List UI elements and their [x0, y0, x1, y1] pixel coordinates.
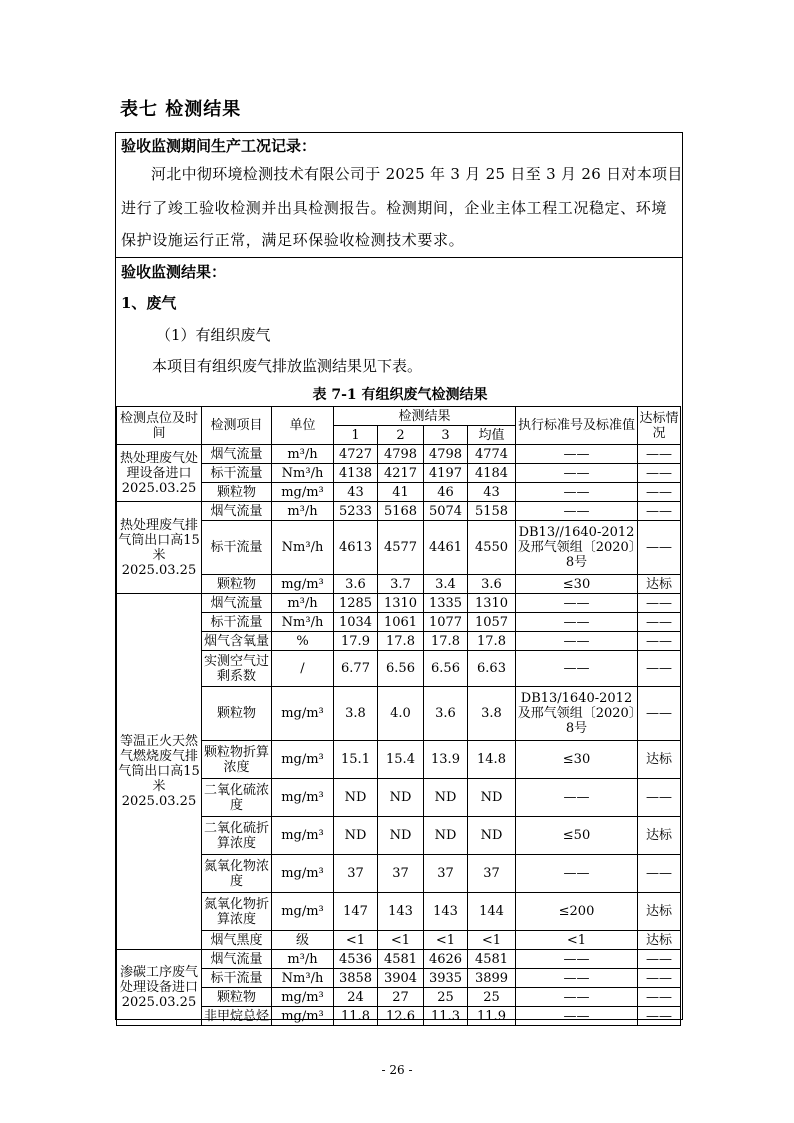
cell-compliance: —— — [638, 464, 681, 483]
cell-point: 等温正火天然气燃烧废气排气筒出口高15米2025.03.25 — [117, 594, 202, 950]
production-line-3: 保护设施运行正常，满足环保验收检测技术要求。 — [121, 231, 465, 249]
cell-average: 17.8 — [468, 632, 516, 651]
cell-standard: ≤30 — [516, 575, 638, 594]
cell-result-1: 4613 — [334, 521, 378, 575]
subsection-title: （1）有组织废气 — [156, 326, 271, 344]
organized-emission-table — [116, 406, 681, 1026]
cell-unit: mg/m³ — [272, 1007, 334, 1026]
cell-average: 3899 — [468, 969, 516, 988]
cell-compliance: —— — [638, 779, 681, 817]
header-standard: 执行标准号及标准值 — [516, 407, 638, 445]
cell-compliance: —— — [638, 613, 681, 632]
cell-result-3: 11.3 — [424, 1007, 468, 1026]
cell-compliance: 达标 — [638, 931, 681, 950]
cell-result-2: 17.8 — [378, 632, 424, 651]
cell-average: 5158 — [468, 502, 516, 521]
cell-result-2: 27 — [378, 988, 424, 1007]
table-row — [117, 502, 681, 521]
cell-result-2: 4798 — [378, 445, 424, 464]
cell-average: 43 — [468, 483, 516, 502]
cell-item: 颗粒物 — [202, 687, 272, 741]
cell-result-1: 6.77 — [334, 651, 378, 687]
cell-unit: Nm³/h — [272, 969, 334, 988]
cell-unit: Nm³/h — [272, 521, 334, 575]
cell-standard: —— — [516, 632, 638, 651]
header-results: 检测结果 — [334, 407, 516, 426]
table-row — [117, 521, 681, 575]
cell-result-1: 4536 — [334, 950, 378, 969]
cell-result-3: 4461 — [424, 521, 468, 575]
table-row — [117, 969, 681, 988]
table-intro: 本项目有组织废气排放监测结果见下表。 — [152, 357, 423, 375]
cell-result-2: 5168 — [378, 502, 424, 521]
cell-result-2: 6.56 — [378, 651, 424, 687]
results-frame — [115, 132, 683, 1024]
cell-point: 热处理废气排气筒出口高15米2025.03.25 — [117, 502, 202, 594]
cell-unit: mg/m³ — [272, 483, 334, 502]
cell-result-3: 6.56 — [424, 651, 468, 687]
table-row — [117, 1007, 681, 1026]
cell-result-1: 3.8 — [334, 687, 378, 741]
cell-compliance: —— — [638, 855, 681, 893]
cell-item: 烟气流量 — [202, 950, 272, 969]
cell-result-2: 3.7 — [378, 575, 424, 594]
cell-average: 37 — [468, 855, 516, 893]
cell-unit: mg/m³ — [272, 779, 334, 817]
cell-result-2: 37 — [378, 855, 424, 893]
cell-result-3: ND — [424, 817, 468, 855]
cell-item: 颗粒物 — [202, 988, 272, 1007]
cell-result-3: 46 — [424, 483, 468, 502]
cell-item: 烟气流量 — [202, 445, 272, 464]
cell-result-3: 4626 — [424, 950, 468, 969]
cell-standard: —— — [516, 779, 638, 817]
cell-standard: <1 — [516, 931, 638, 950]
cell-result-2: 1310 — [378, 594, 424, 613]
cell-result-3: 13.9 — [424, 741, 468, 779]
header-compliance: 达标情况 — [638, 407, 681, 445]
cell-result-3: 3.6 — [424, 687, 468, 741]
cell-item: 二氧化硫浓度 — [202, 779, 272, 817]
cell-compliance: —— — [638, 969, 681, 988]
cell-result-1: 4727 — [334, 445, 378, 464]
cell-item: 标干流量 — [202, 464, 272, 483]
cell-result-2: 143 — [378, 893, 424, 931]
cell-point: 渗碳工序废气处理设备进口2025.03.25 — [117, 950, 202, 1026]
cell-average: 1057 — [468, 613, 516, 632]
cell-average: ND — [468, 817, 516, 855]
cell-result-1: 147 — [334, 893, 378, 931]
cell-item: 标干流量 — [202, 613, 272, 632]
cell-unit: mg/m³ — [272, 687, 334, 741]
cell-result-2: ND — [378, 779, 424, 817]
cell-standard: —— — [516, 502, 638, 521]
cell-unit: / — [272, 651, 334, 687]
cell-result-3: 1077 — [424, 613, 468, 632]
cell-average: 4550 — [468, 521, 516, 575]
cell-result-1: 15.1 — [334, 741, 378, 779]
cell-result-2: 4577 — [378, 521, 424, 575]
table-row — [117, 632, 681, 651]
cell-point: 热处理废气处理设备进口2025.03.25 — [117, 445, 202, 502]
cell-result-3: 4798 — [424, 445, 468, 464]
cell-item: 标干流量 — [202, 969, 272, 988]
cell-average: 11.9 — [468, 1007, 516, 1026]
cell-item: 烟气黑度 — [202, 931, 272, 950]
cell-compliance: —— — [638, 521, 681, 575]
cell-average: 3.8 — [468, 687, 516, 741]
cell-result-1: 43 — [334, 483, 378, 502]
cell-result-3: 37 — [424, 855, 468, 893]
cell-average: 6.63 — [468, 651, 516, 687]
cell-average: 4774 — [468, 445, 516, 464]
cell-unit: mg/m³ — [272, 741, 334, 779]
header-result-3: 3 — [424, 426, 468, 445]
cell-standard: DB13//1640-2012及邢气领组〔2020〕8号 — [516, 521, 638, 575]
cell-result-3: 4197 — [424, 464, 468, 483]
production-title: 验收监测期间生产工况记录： — [121, 137, 317, 155]
cell-item: 颗粒物 — [202, 483, 272, 502]
cell-item: 烟气含氧量 — [202, 632, 272, 651]
cell-standard: —— — [516, 651, 638, 687]
cell-result-1: 3.6 — [334, 575, 378, 594]
cell-standard: —— — [516, 464, 638, 483]
cell-compliance: —— — [638, 950, 681, 969]
cell-item: 颗粒物 — [202, 575, 272, 594]
cell-unit: mg/m³ — [272, 817, 334, 855]
production-line-2: 进行了竣工验收检测并出具检测报告。检测期间，企业主体工程工况稳定、环境 — [121, 199, 668, 217]
table-row — [117, 651, 681, 687]
table-row — [117, 687, 681, 741]
cell-item: 实测空气过剩系数 — [202, 651, 272, 687]
cell-result-2: 3904 — [378, 969, 424, 988]
cell-item: 非甲烷总烃 — [202, 1007, 272, 1026]
cell-compliance: 达标 — [638, 741, 681, 779]
cell-unit: m³/h — [272, 594, 334, 613]
cell-result-1: ND — [334, 817, 378, 855]
cell-unit: Nm³/h — [272, 613, 334, 632]
cell-standard: —— — [516, 613, 638, 632]
cell-standard: —— — [516, 483, 638, 502]
cell-result-1: 24 — [334, 988, 378, 1007]
cell-result-3: 3935 — [424, 969, 468, 988]
cell-result-1: 1285 — [334, 594, 378, 613]
table-caption: 表 7-1 有组织废气检测结果 — [312, 387, 488, 403]
cell-average: 144 — [468, 893, 516, 931]
table-row — [117, 893, 681, 931]
cell-item: 标干流量 — [202, 521, 272, 575]
table-row — [117, 613, 681, 632]
table-row — [117, 855, 681, 893]
cell-compliance: —— — [638, 687, 681, 741]
cell-unit: Nm³/h — [272, 464, 334, 483]
cell-item: 氮氧化物折算浓度 — [202, 893, 272, 931]
cell-average: <1 — [468, 931, 516, 950]
cell-standard: ≤30 — [516, 741, 638, 779]
page-number: - 26 - — [381, 1063, 413, 1077]
cell-average: 1310 — [468, 594, 516, 613]
cell-result-1: ND — [334, 779, 378, 817]
cell-standard: ≤50 — [516, 817, 638, 855]
cell-standard: —— — [516, 950, 638, 969]
header-point: 检测点位及时间 — [117, 407, 202, 445]
cell-compliance: 达标 — [638, 817, 681, 855]
cell-result-2: <1 — [378, 931, 424, 950]
cell-result-3: 17.8 — [424, 632, 468, 651]
table-row — [117, 950, 681, 969]
cell-result-1: 17.9 — [334, 632, 378, 651]
cell-result-3: 5074 — [424, 502, 468, 521]
cell-unit: mg/m³ — [272, 575, 334, 594]
cell-compliance: —— — [638, 1007, 681, 1026]
cell-compliance: 达标 — [638, 893, 681, 931]
table-row — [117, 988, 681, 1007]
header-average: 均值 — [468, 426, 516, 445]
cell-result-2: 4217 — [378, 464, 424, 483]
cell-unit: m³/h — [272, 445, 334, 464]
cell-result-3: 25 — [424, 988, 468, 1007]
table-row — [117, 779, 681, 817]
cell-average: ND — [468, 779, 516, 817]
cell-unit: m³/h — [272, 950, 334, 969]
table-row — [117, 575, 681, 594]
cell-result-2: 12.6 — [378, 1007, 424, 1026]
cell-item: 二氧化硫折算浓度 — [202, 817, 272, 855]
cell-result-2: 4.0 — [378, 687, 424, 741]
cell-standard: —— — [516, 1007, 638, 1026]
page-heading: 表七 检测结果 — [120, 99, 242, 120]
cell-compliance: —— — [638, 988, 681, 1007]
table-body — [117, 407, 681, 1026]
cell-unit: mg/m³ — [272, 893, 334, 931]
cell-result-3: 1335 — [424, 594, 468, 613]
header-result-1: 1 — [334, 426, 378, 445]
cell-standard: —— — [516, 445, 638, 464]
cell-result-3: <1 — [424, 931, 468, 950]
cell-result-2: 4581 — [378, 950, 424, 969]
cell-result-2: 1061 — [378, 613, 424, 632]
cell-average: 4184 — [468, 464, 516, 483]
header-result-2: 2 — [378, 426, 424, 445]
cell-result-1: <1 — [334, 931, 378, 950]
cell-unit: m³/h — [272, 502, 334, 521]
table-row — [117, 445, 681, 464]
cell-result-1: 4138 — [334, 464, 378, 483]
cell-item: 颗粒物折算浓度 — [202, 741, 272, 779]
cell-average: 3.6 — [468, 575, 516, 594]
table-row — [117, 817, 681, 855]
cell-result-1: 5233 — [334, 502, 378, 521]
cell-result-1: 1034 — [334, 613, 378, 632]
cell-item: 烟气流量 — [202, 502, 272, 521]
production-section — [116, 133, 682, 258]
cell-result-2: 41 — [378, 483, 424, 502]
cell-standard: —— — [516, 594, 638, 613]
cell-unit: 级 — [272, 931, 334, 950]
cell-average: 14.8 — [468, 741, 516, 779]
header-item: 检测项目 — [202, 407, 272, 445]
cell-result-3: ND — [424, 779, 468, 817]
cell-result-1: 37 — [334, 855, 378, 893]
table-row — [117, 594, 681, 613]
cell-result-2: ND — [378, 817, 424, 855]
table-row — [117, 741, 681, 779]
cell-compliance: —— — [638, 483, 681, 502]
cell-average: 25 — [468, 988, 516, 1007]
cell-unit: mg/m³ — [272, 855, 334, 893]
cell-compliance: —— — [638, 502, 681, 521]
production-line-1: 河北中彻环境检测技术有限公司于 2025 年 3 月 25 日至 3 月 26 日对本项目 — [151, 165, 683, 183]
cell-standard: ≤200 — [516, 893, 638, 931]
cell-result-2: 15.4 — [378, 741, 424, 779]
cell-unit: mg/m³ — [272, 988, 334, 1007]
cell-item: 氮氧化物浓度 — [202, 855, 272, 893]
cell-compliance: —— — [638, 594, 681, 613]
cell-standard: DB13/1640-2012及邢气领组〔2020〕8号 — [516, 687, 638, 741]
section-title: 1、废气 — [121, 294, 177, 312]
table-row — [117, 931, 681, 950]
cell-result-3: 3.4 — [424, 575, 468, 594]
table-row — [117, 464, 681, 483]
cell-standard: —— — [516, 969, 638, 988]
cell-average: 4581 — [468, 950, 516, 969]
cell-result-1: 11.8 — [334, 1007, 378, 1026]
cell-result-1: 3858 — [334, 969, 378, 988]
cell-item: 烟气流量 — [202, 594, 272, 613]
header-unit: 单位 — [272, 407, 334, 445]
cell-compliance: 达标 — [638, 575, 681, 594]
cell-result-3: 143 — [424, 893, 468, 931]
cell-compliance: —— — [638, 445, 681, 464]
cell-compliance: —— — [638, 632, 681, 651]
table-row — [117, 483, 681, 502]
cell-standard: —— — [516, 855, 638, 893]
results-title: 验收监测结果： — [121, 263, 227, 281]
cell-compliance: —— — [638, 651, 681, 687]
cell-standard: —— — [516, 988, 638, 1007]
cell-unit: % — [272, 632, 334, 651]
